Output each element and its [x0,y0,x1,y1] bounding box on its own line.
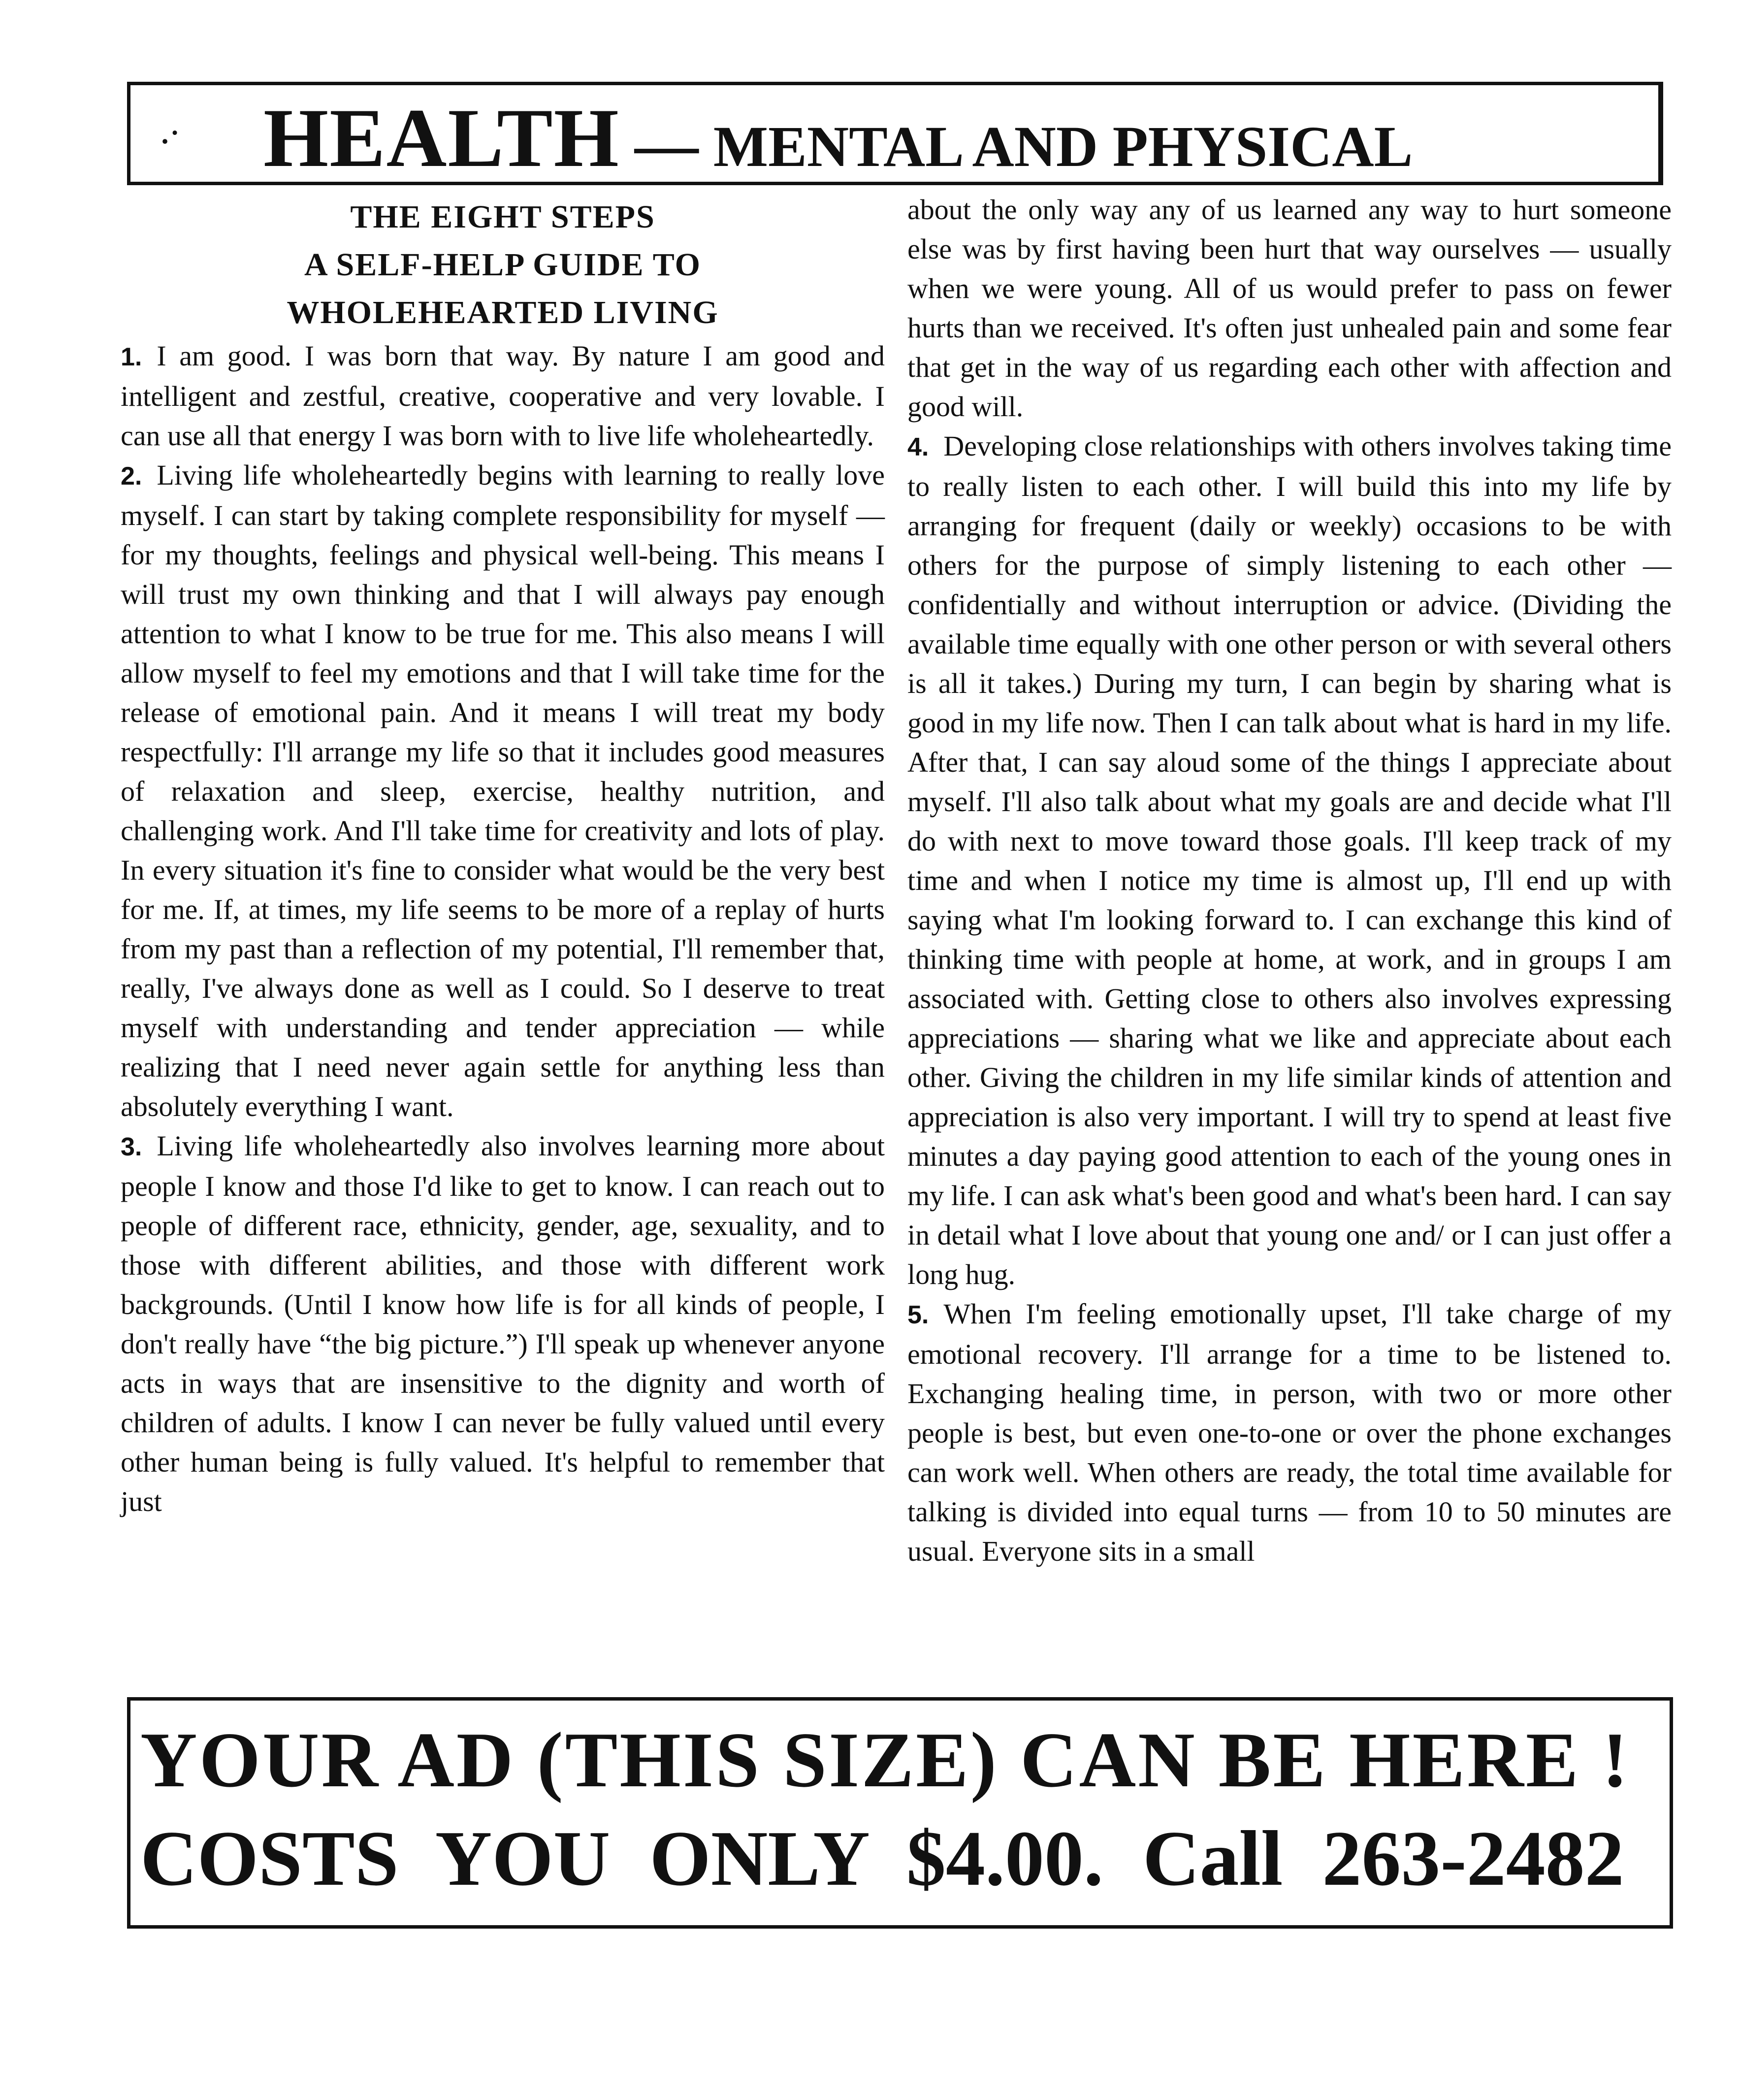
decorative-marks: ·˙ [160,125,180,158]
ad-line-2: COSTS YOU ONLY $4.00. Call 263-2482 [140,1814,1624,1902]
right-column [907,190,1672,1571]
step-text: I am good. I was born that way. By nature I am good and intelligent and zestful, creative, cooperative and very lovable. I can use all that energy I was born with to live life wholeheartedly. [121,340,885,452]
ad-line-1: YOUR AD (THIS SIZE) CAN BE HERE ! [140,1716,1630,1804]
step-text: Developing close relationships with others involves taking time to really listen to each other. I will build this into my life by arranging for frequent (daily or weekly) occasions to be with others for the purpose of simply listening to each other — confidentially and without interruption or advice. (Dividing the available time equally with one other person or with several others is all it takes.) During my turn, I can begin by sharing what is good in my life now. Then I can talk about what is hard in my life. After that, I can say aloud some of the things I appreciate about myself. I'll also talk about what my goals are and decide what I'll do with next to move toward those goals. I'll keep track of my time and when I notice my time is almost up, I'll end up with saying what I'm looking forward to. I can exchange this kind of thinking time with people at home, at work, and in groups I am associated with. Getting close to others also involves expressing appreciations — sharing what we like and appreciate about each other. Giving the children in my life similar kinds of attention and appreciation is also very important. I will try to spend at least five minutes a day paying good attention to each of the young ones in my life. I can ask what's been good and what's been hard. I can say in detail what I love about that young one and/ or I can just offer a long hug. [907,430,1672,1290]
step-number: 3. [121,1133,142,1161]
article-heading-1: THE EIGHT STEPS [350,199,655,235]
left-column [121,193,885,1521]
title-main: HEALTH [263,92,620,184]
title-sub: MENTAL AND PHYSICAL [713,114,1413,179]
article-heading-3: WHOLEHEARTED LIVING [287,295,719,330]
step-text: Living life wholeheartedly also involves learning more about people I know and those I'd like to get to know. I can reach out to people of different race, ethnicity, gender, age, sexuality, and to those with different abilities, and those with different work backgrounds. (Until I know how life is for all kinds of people, I don't really have “the big picture.”) I'll speak up whenever anyone acts in ways that are insensitive to the dignity and worth of children of adults. I know I can never be fully valued until every other human being is fully valued. It's helpful to remember that just [121,1130,885,1517]
step-text: When I'm feeling emotionally upset, I'll take charge of my emotional recovery. I'll arrange for a time to be listened to. Exchanging healing time, in person, with two or more other people is best, but even one-to-one or over the phone exchanges can work well. When others are ready, the total time available for talking is divided into equal turns — from 10 to 50 minutes are usual. Everyone sits in a small [907,1298,1672,1567]
step-number: 5. [907,1301,929,1329]
step-3-continued [907,190,1672,427]
step-4 [907,427,1672,1294]
title-dash: — [634,109,699,180]
step-1 [121,336,885,456]
step-5 [907,1294,1672,1571]
step-3 [121,1126,885,1521]
step-number: 1. [121,343,142,371]
step-text: about the only way any of us learned any way to hurt someone else was by first having been hurt that way ourselves — usually when we were young. All of us would prefer to pass on fewer hurts than we received. It's often just unhealed pain and some fear that get in the way of us regarding each other with affection and good will. [907,194,1672,423]
step-number: 4. [907,433,929,461]
step-2 [121,456,885,1126]
header-box [127,82,1663,185]
advertisement-box [127,1697,1673,1929]
article-heading-2: A SELF-HELP GUIDE TO [304,247,701,283]
page-title [263,90,1413,186]
step-text: Living life wholeheartedly begins with learning to really love myself. I can start by taking complete responsibility for myself — for my thoughts, feelings and physical well-being. This means I will trust my own thinking and that I will always pay enough attention to what I know to be true for me. This also means I will allow myself to feel my emotions and that I will take time for the release of emotional pain. And it means I will treat my body respectfully: I'll arrange my life so that it includes good measures of relaxation and sleep, exercise, healthy nutrition, and challenging work. And I'll take time for creativity and lots of play. In every situation it's fine to consider what would be the very best for me. If, at times, my life seems to be more of a replay of hurts from my past than a reflection of my potential, I'll remember that, really, I've always done as well as I could. So I deserve to treat myself with understanding and tender appreciation — while realizing that I need never again settle for anything less than absolutely everything I want. [121,459,885,1122]
step-number: 2. [121,462,142,491]
